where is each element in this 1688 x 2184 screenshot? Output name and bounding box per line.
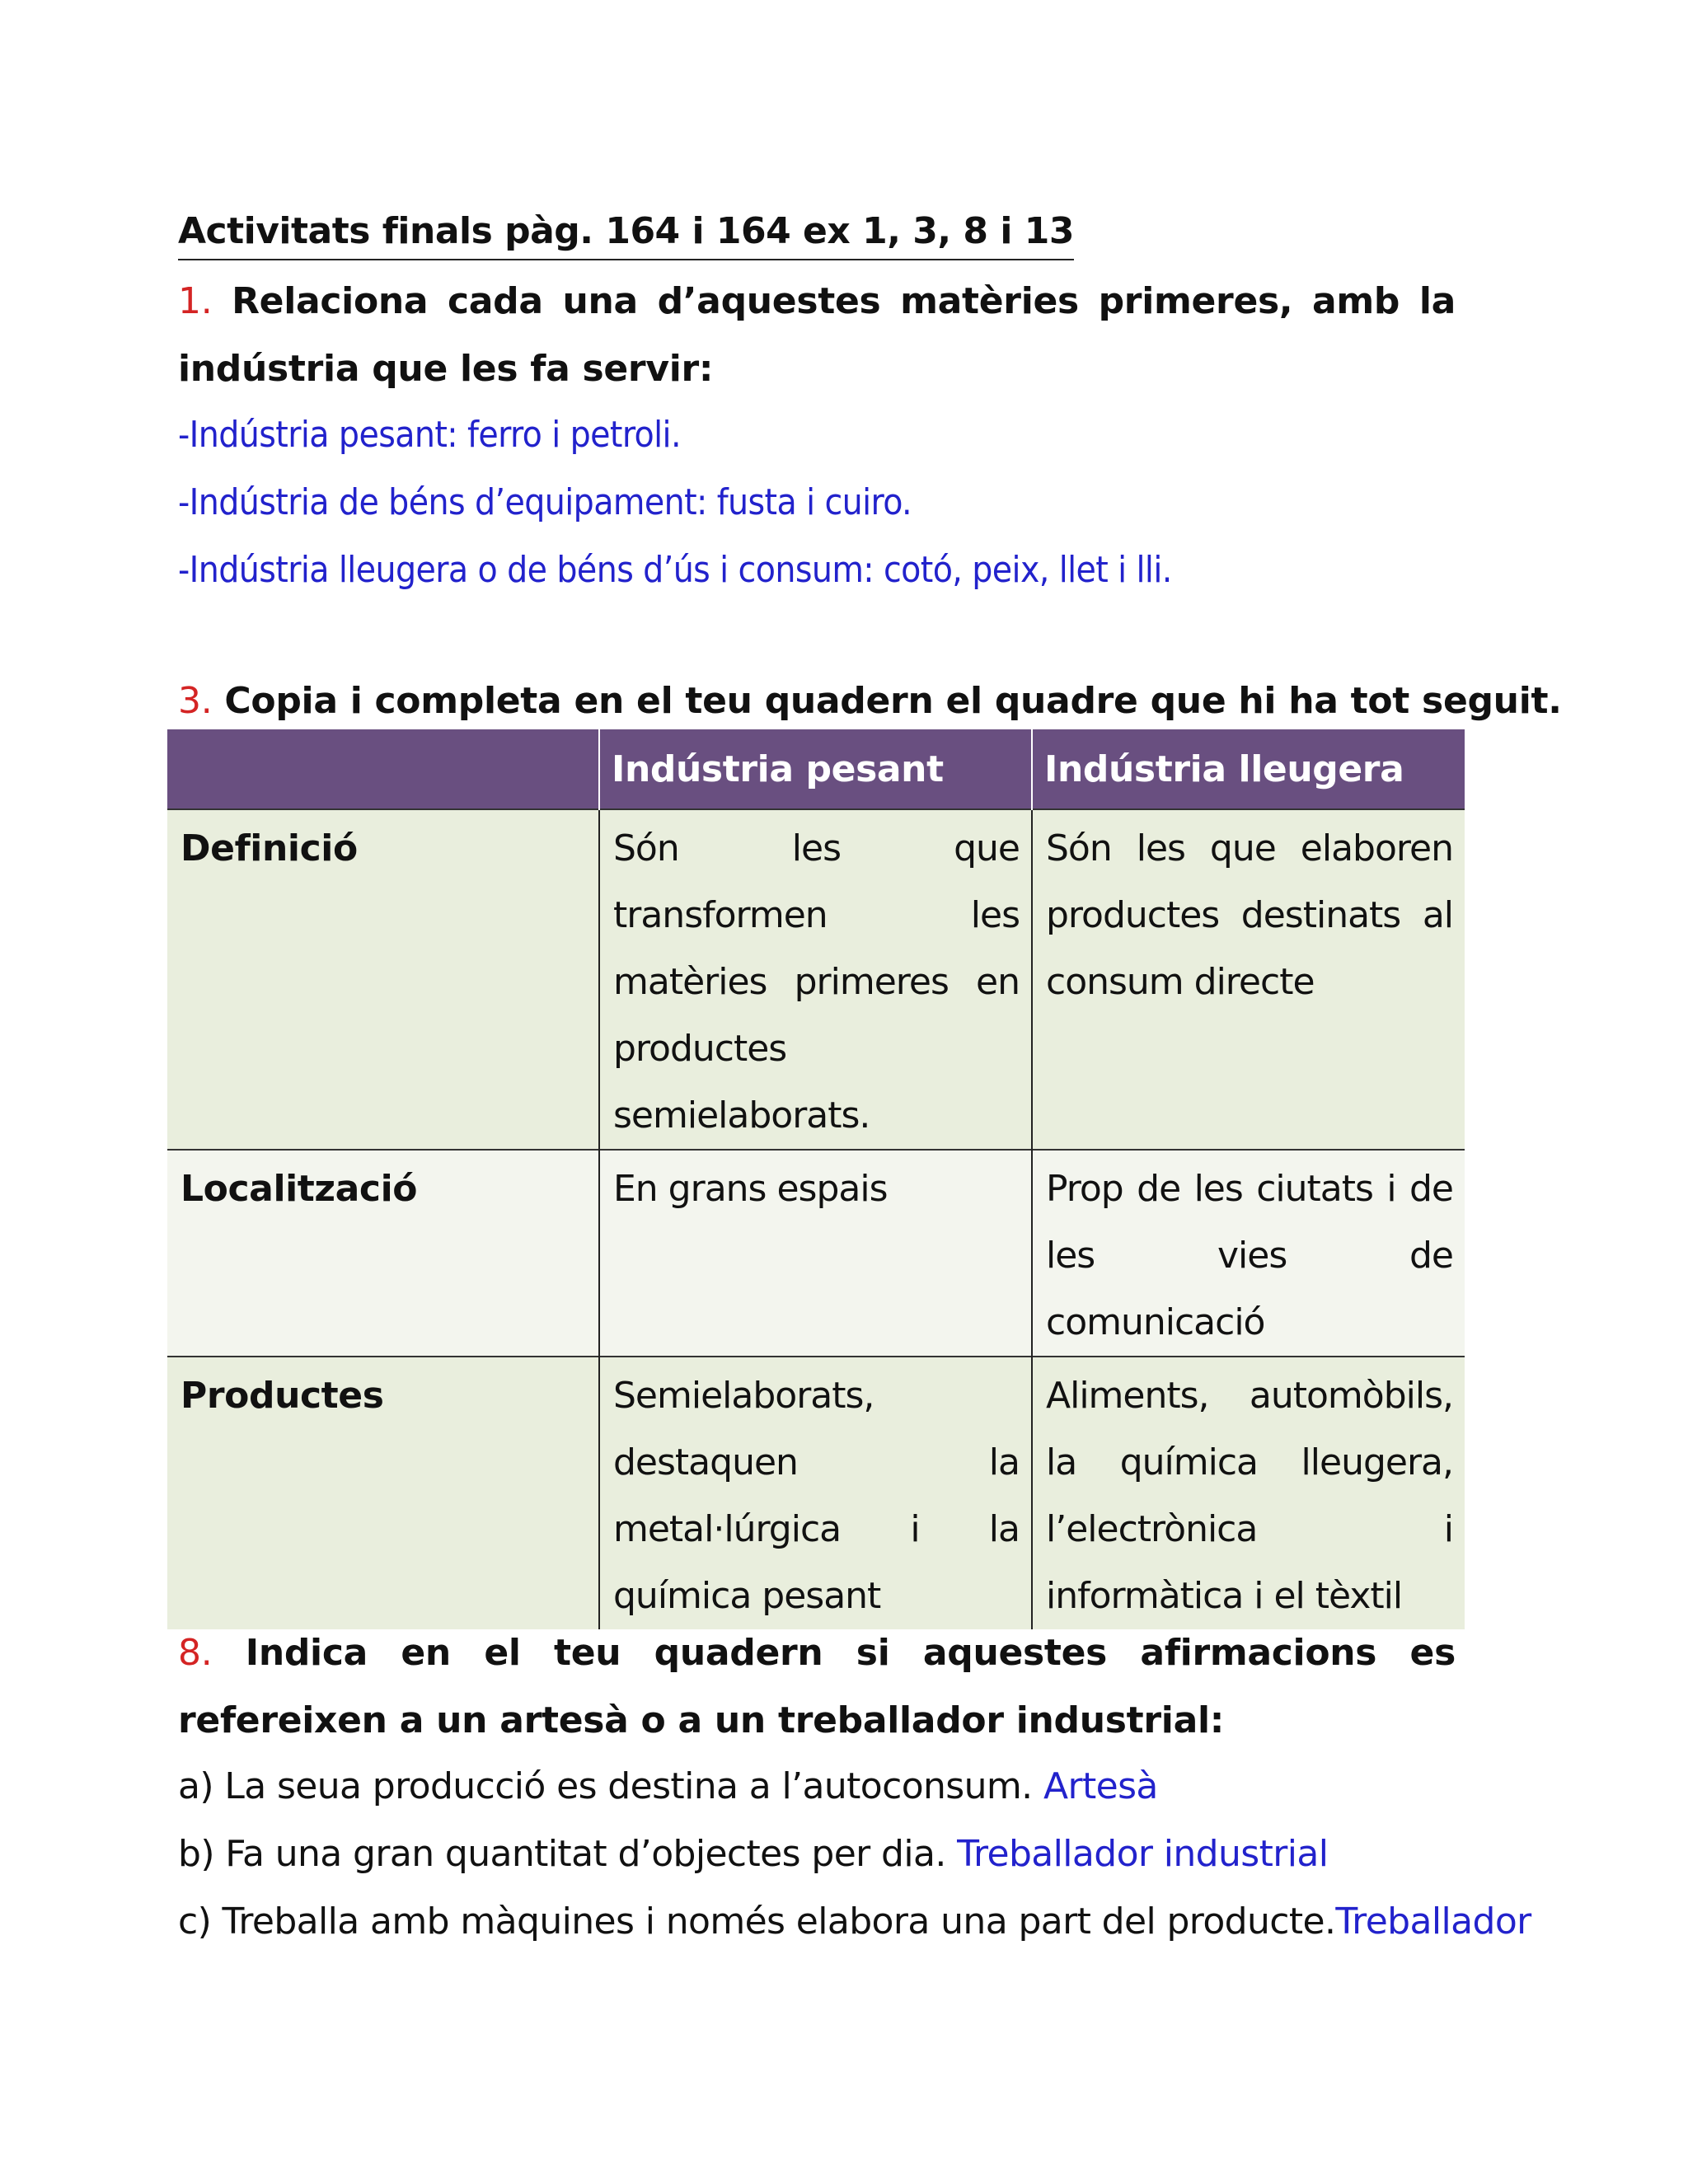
comparison-table (167, 729, 1465, 1629)
statement-answer: Treballador (1335, 1900, 1531, 1943)
row-label: Productes (167, 1357, 599, 1629)
question-1 (178, 268, 1456, 403)
table-row (167, 1150, 1465, 1357)
table-cell: Aliments, automòbils, la química lleugera, l’electrònica i informàtica i el tèxtil (1032, 1357, 1465, 1629)
table-cell: Semielaborats, destaquen la metal·lúrgica i la química pesant (599, 1357, 1032, 1629)
table-row (167, 1357, 1465, 1629)
question-3 (178, 668, 1562, 735)
statement-text: b) Fa una gran quantitat d’objectes per dia. (178, 1833, 946, 1875)
question-text: Indica en el teu quadern si aquestes afirmacions es refereixen a un artesà o a un treballador industrial: (178, 1632, 1456, 1741)
table-row (167, 809, 1465, 1150)
table-cell: Són les que elaboren productes destinats al consum directe (1032, 809, 1465, 1150)
question-number: 3. (178, 680, 213, 722)
table-header-lleugera: Indústria lleugera (1032, 729, 1465, 809)
table-header-empty (167, 729, 599, 809)
statement-line (178, 1888, 1531, 1956)
table-header-pesant: Indústria pesant (599, 729, 1032, 809)
statement-answer: Artesà (1043, 1765, 1158, 1807)
statement-line (178, 1821, 1456, 1888)
question-text: Copia i completa en el teu quadern el quadre que hi ha tot seguit. (224, 680, 1562, 722)
table-cell: Prop de les ciutats i de les vies de comunicació (1032, 1150, 1465, 1357)
question-number: 1. (178, 280, 213, 322)
answer-line: -Indústria de béns d’equipament: fusta i cuiro. (178, 481, 912, 523)
question-8 (178, 1619, 1456, 1755)
table-header-row (167, 729, 1465, 809)
question-text: Relaciona cada una d’aquestes matèries primeres, amb la indústria que les fa servir: (178, 280, 1456, 390)
answer-line: -Indústria lleugera o de béns d’ús i consum: cotó, peix, llet i lli. (178, 549, 1172, 591)
row-label: Definició (167, 809, 599, 1150)
page-heading: Activitats finals pàg. 164 i 164 ex 1, 3, 8 i 13 (178, 206, 1074, 260)
statement-answer: Treballador industrial (957, 1833, 1329, 1875)
row-label: Localització (167, 1150, 599, 1357)
table-cell: En grans espais (599, 1150, 1032, 1357)
statement-text: a) La seua producció es destina a l’autoconsum. (178, 1765, 1033, 1807)
question-number: 8. (178, 1632, 213, 1674)
statement-line (178, 1753, 1456, 1821)
answer-line: -Indústria pesant: ferro i petroli. (178, 414, 681, 456)
table-cell: Són les que transformen les matèries primeres en productes semielaborats. (599, 809, 1032, 1150)
statement-text: c) Treballa amb màquines i només elabora una part del producte. (178, 1900, 1336, 1943)
